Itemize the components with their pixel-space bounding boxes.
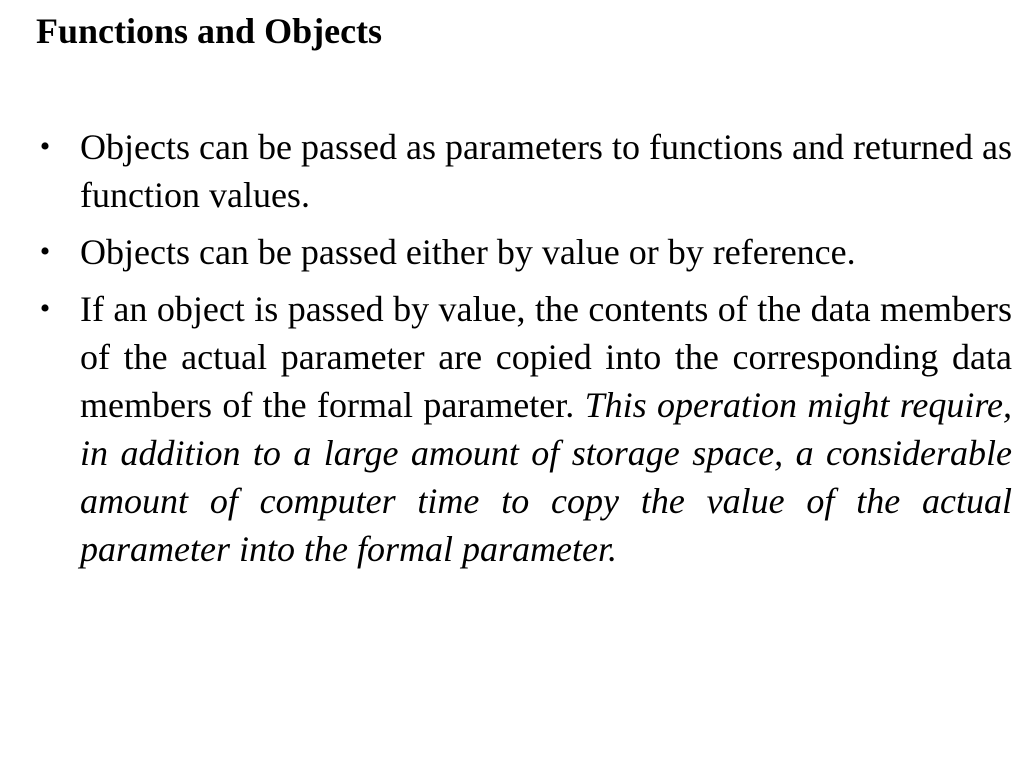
bullet-text: Objects can be passed either by value or by reference. bbox=[80, 232, 856, 272]
bullet-icon: • bbox=[39, 130, 51, 163]
bullet-text: If an object is passed by value, the contents of the data members of the actual parameter are copied into the corresponding data members of the formal parameter. bbox=[80, 289, 1012, 425]
bullet-text: Objects can be passed as parameters to functions and returned as function values. bbox=[80, 127, 1012, 215]
bullet-item-value-reference bbox=[36, 228, 1012, 276]
bullet-icon: • bbox=[39, 292, 51, 325]
bullet-item-pass-return bbox=[36, 123, 1012, 219]
bullet-emphasis-text: This operation might require, in addition to a large amount of storage space, a considerable amount of computer time to copy the value of the actual parameter into the formal parameter. bbox=[80, 385, 1012, 569]
bullet-item-pass-by-value bbox=[36, 285, 1012, 573]
slide-title: Functions and Objects bbox=[36, 11, 383, 51]
bullet-icon: • bbox=[39, 235, 51, 268]
bullet-list bbox=[36, 123, 1012, 582]
